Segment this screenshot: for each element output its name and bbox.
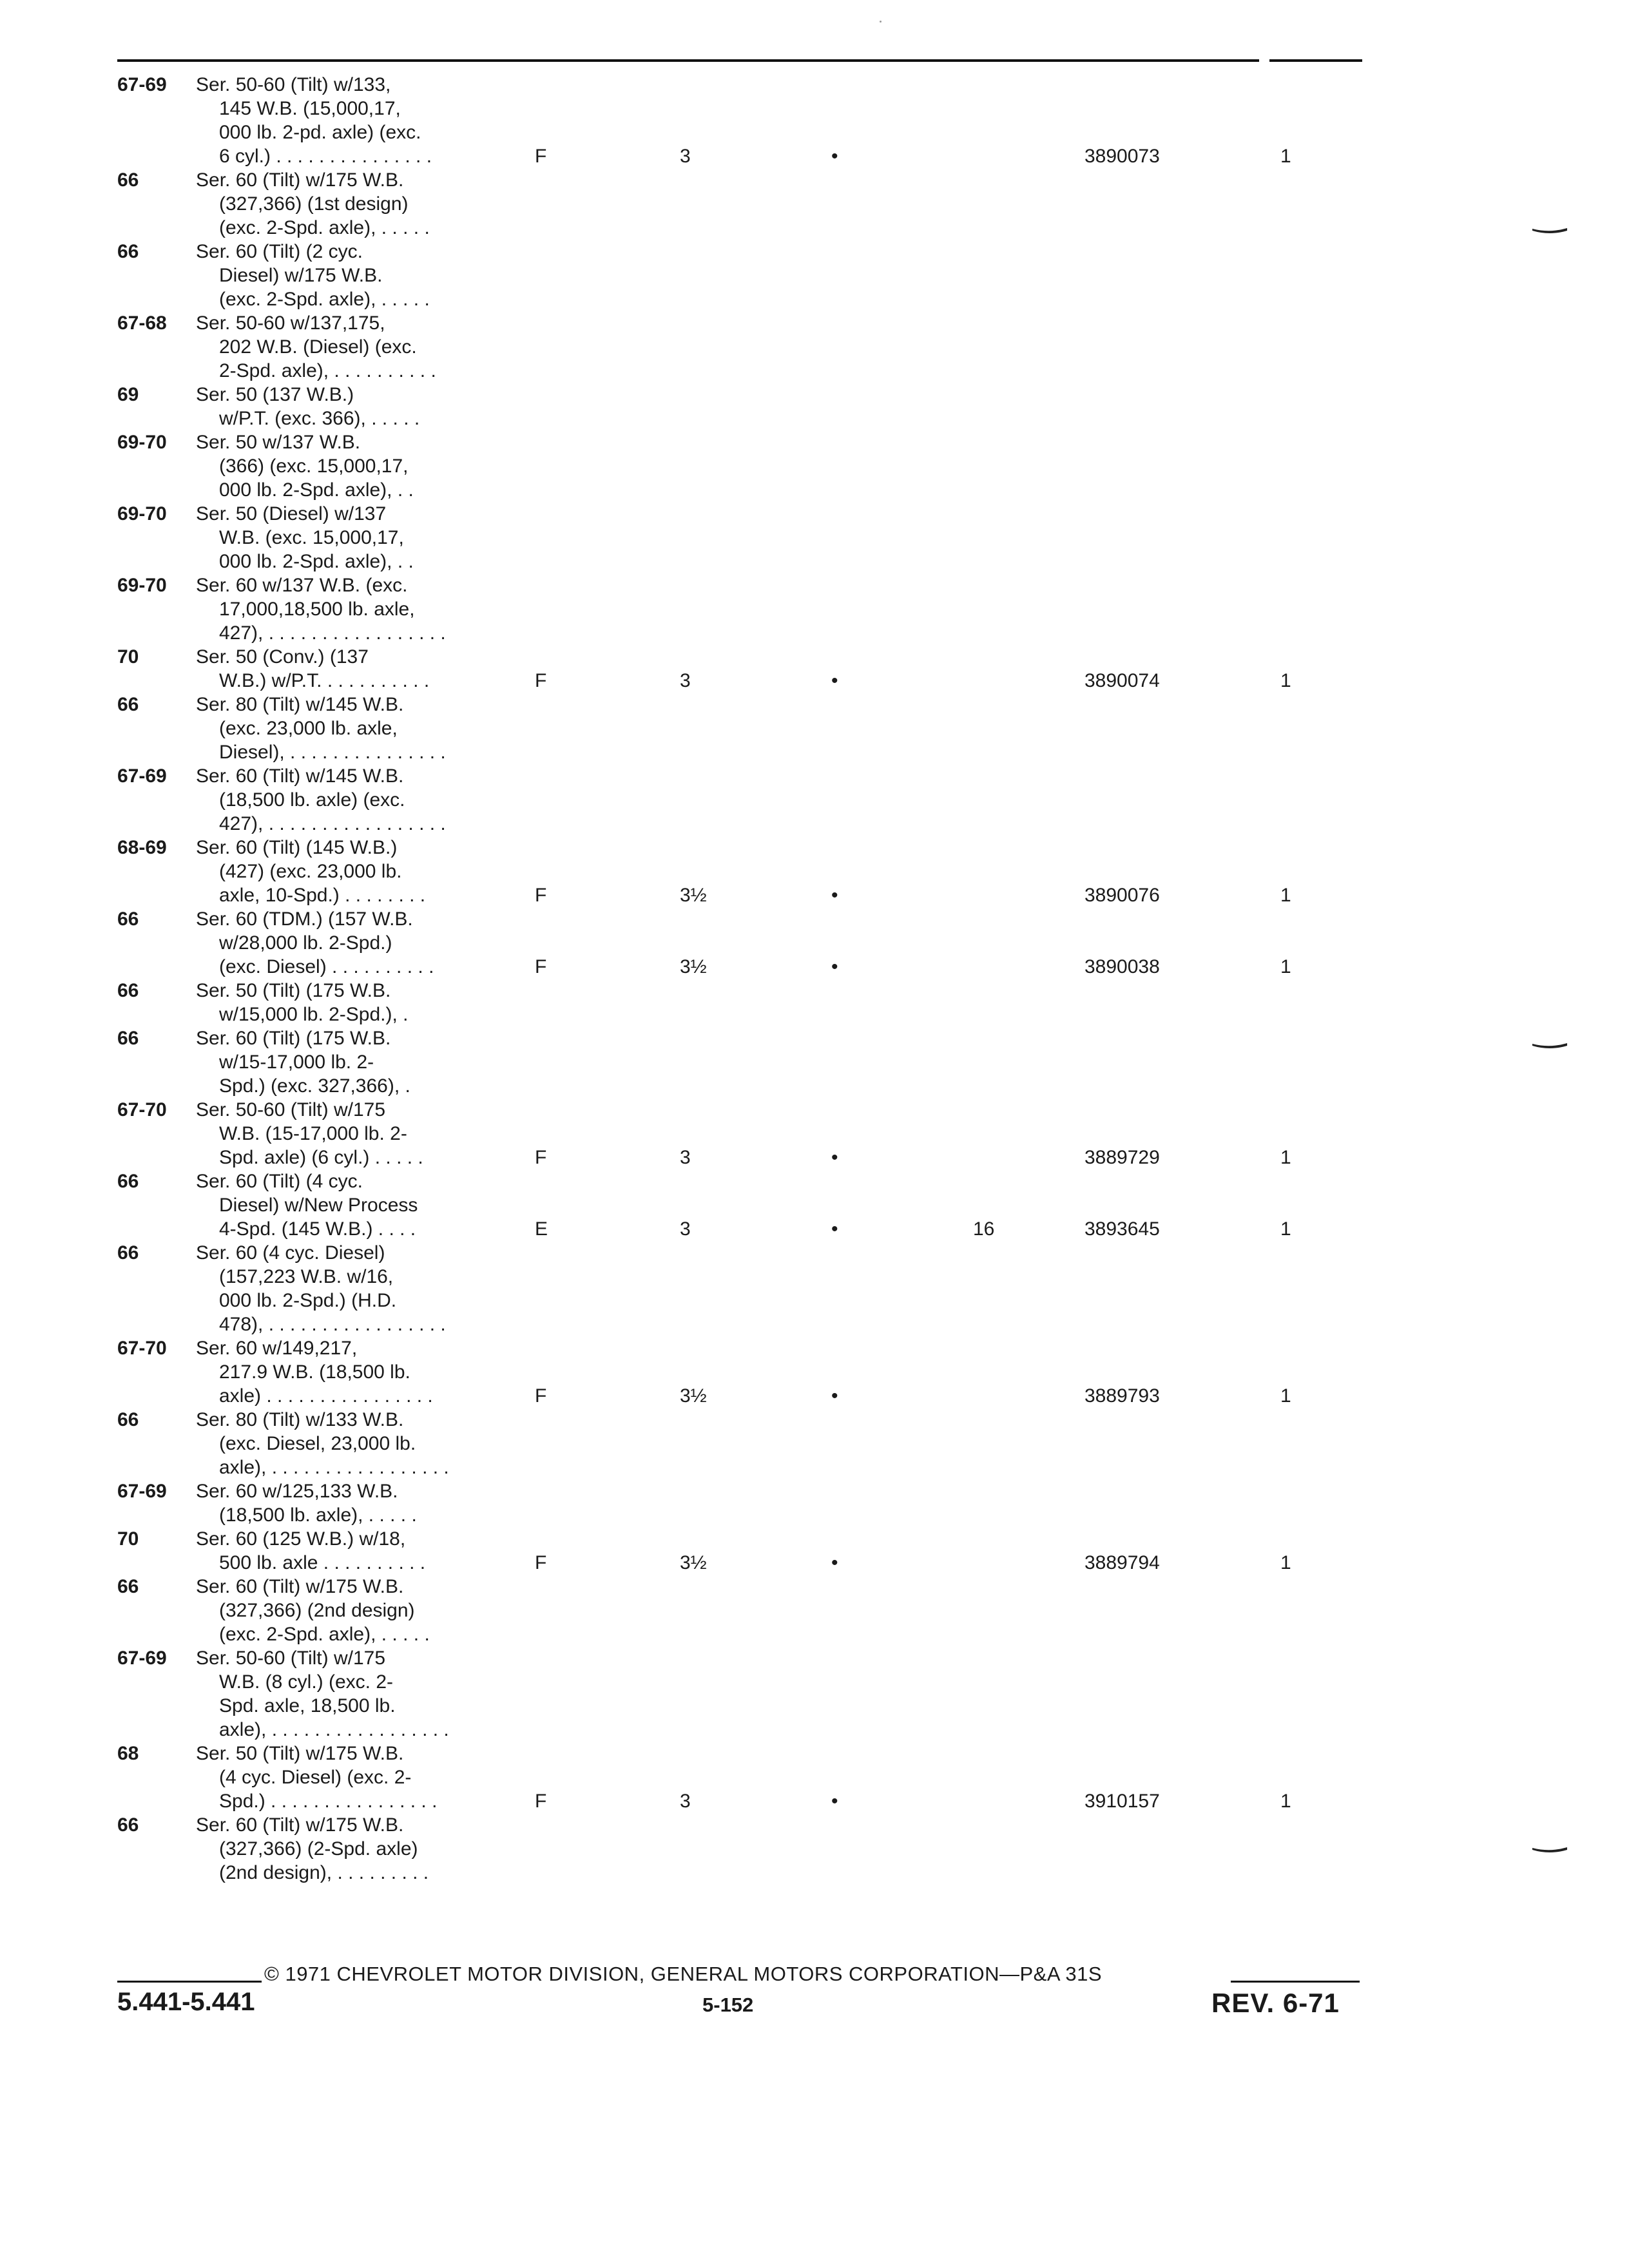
top-rule-short [1269,59,1362,62]
application-description [196,311,436,383]
part-number: 3910157 [1084,1791,1160,1812]
description-line: Diesel), . . . . . . . . . . . . . . . [219,742,446,763]
bullet-mark: • [831,885,838,906]
description-line: 000 lb. 2-pd. axle) (exc. [219,122,421,143]
quantity: 3½ [680,1385,707,1407]
description-line: 427), . . . . . . . . . . . . . . . . . [219,813,446,834]
description-line: Ser. 60 (125 W.B.) w/18, [196,1528,406,1550]
application-description [196,1098,423,1169]
description-line: Ser. 50-60 (Tilt) w/133, [196,74,391,95]
quantity: 3 [680,1218,691,1240]
application-description [196,430,414,502]
application-description [196,1742,437,1813]
application-description [196,1408,449,1479]
description-line: W.B. (exc. 15,000,17, [219,527,404,548]
scan-speck [880,21,882,23]
application-description [196,836,425,907]
quantity: 3 [680,1147,691,1168]
description-line: w/15-17,000 lb. 2- [219,1052,374,1073]
description-line: Ser. 60 w/137 W.B. (exc. [196,575,408,596]
model-year: 66 [117,694,139,715]
quantity: 3½ [680,956,707,977]
usage-code: F [535,956,547,977]
description-line: (157,223 W.B. w/16, [219,1266,394,1287]
application-description [196,502,414,573]
description-line: (exc. Diesel) . . . . . . . . . . [219,956,434,977]
revision-label: REV. 6-71 [1211,1988,1340,2018]
model-year: 66 [117,1409,139,1430]
application-description [196,1646,449,1742]
model-year: 68-69 [117,837,167,858]
part-number: 3890073 [1084,146,1160,167]
description-line: (exc. 2-Spd. axle), . . . . . [219,289,430,310]
model-year: 67-69 [117,1481,167,1502]
footer-rule-left [117,1981,262,1983]
application-description [196,979,409,1026]
bullet-mark: • [831,1791,838,1812]
description-line: 000 lb. 2-Spd.) (H.D. [219,1290,397,1311]
usage-code: F [535,1385,547,1407]
model-year: 66 [117,169,139,191]
description-line: Ser. 50 (Conv.) (137 [196,646,369,668]
description-line: Ser. 50-60 (Tilt) w/175 [196,1099,386,1120]
model-year: 66 [117,980,139,1001]
description-line: (18,500 lb. axle) (exc. [219,789,405,811]
part-number: 3889794 [1084,1552,1160,1573]
bullet-mark: • [831,956,838,977]
description-line: Diesel) w/175 W.B. [219,265,383,286]
part-number: 3890074 [1084,670,1160,691]
part-number: 3890076 [1084,885,1160,906]
description-line: 4-Spd. (145 W.B.) . . . . [219,1218,416,1240]
model-year: 70 [117,1528,139,1550]
description-line: (327,366) (1st design) [219,193,409,215]
description-line: 500 lb. axle . . . . . . . . . . [219,1552,426,1573]
description-line: Ser. 60 (Tilt) (2 cyc. [196,241,363,262]
description-line: axle), . . . . . . . . . . . . . . . . . [219,1719,449,1740]
model-year: 66 [117,1242,139,1264]
page-number: 5-152 [702,1994,754,2016]
bullet-mark: • [831,1385,838,1407]
application-description [196,383,419,430]
description-line: Spd.) . . . . . . . . . . . . . . . . [219,1791,438,1812]
quantity: 3 [680,146,691,167]
model-year: 66 [117,908,139,930]
quantity: 3½ [680,885,707,906]
description-line: Ser. 60 (Tilt) (145 W.B.) [196,837,398,858]
usage-code: F [535,1791,547,1812]
description-line: Ser. 60 (4 cyc. Diesel) [196,1242,385,1264]
description-line: (18,500 lb. axle), . . . . . [219,1504,417,1526]
application-description [196,1813,429,1885]
description-line: Ser. 60 (Tilt) (4 cyc. [196,1171,363,1192]
description-line: (327,366) (2-Spd. axle) [219,1838,418,1860]
quantity: 3½ [680,1552,707,1573]
description-line: (327,366) (2nd design) [219,1600,415,1621]
part-number: 3889729 [1084,1147,1160,1168]
description-line: (2nd design), . . . . . . . . . [219,1862,429,1883]
description-line: (4 cyc. Diesel) (exc. 2- [219,1767,412,1788]
top-rule [117,59,1259,62]
description-line: 000 lb. 2-Spd. axle), . . [219,551,414,572]
units-required: 1 [1280,146,1291,167]
model-year: 66 [117,1576,139,1597]
description-line: Ser. 50 w/137 W.B. [196,432,361,453]
application-description [196,573,446,645]
copyright-notice: © 1971 CHEVROLET MOTOR DIVISION, GENERAL MOTORS CORPORATION—P&A 31S [264,1963,1103,1985]
description-line: Ser. 60 (Tilt) w/145 W.B. [196,765,404,787]
units-required: 1 [1280,670,1291,691]
units-required: 1 [1280,1791,1291,1812]
application-description [196,1479,417,1527]
description-line: w/P.T. (exc. 366), . . . . . [219,408,420,429]
quantity: 3 [680,1791,691,1812]
model-year: 69-70 [117,503,167,524]
description-line: (exc. 23,000 lb. axle, [219,718,398,739]
bullet-mark: • [831,1218,838,1240]
application-description [196,1575,430,1646]
description-line: Spd. axle, 18,500 lb. [219,1695,396,1716]
part-number: 3890038 [1084,956,1160,977]
group-number: 16 [973,1218,995,1240]
margin-dash-mark [1532,227,1567,235]
usage-code: E [535,1218,548,1240]
description-line: Spd. axle) (6 cyl.) . . . . . [219,1147,423,1168]
description-line: (exc. Diesel, 23,000 lb. [219,1433,416,1454]
model-year: 67-68 [117,312,167,334]
application-description [196,907,434,979]
description-line: Ser. 50 (Tilt) (175 W.B. [196,980,391,1001]
application-description [196,168,430,240]
application-description [196,1169,418,1241]
part-number: 3893645 [1084,1218,1160,1240]
model-year: 66 [117,1171,139,1192]
description-line: Ser. 50 (Tilt) w/175 W.B. [196,1743,404,1764]
model-year: 68 [117,1743,139,1764]
description-line: Ser. 50 (Diesel) w/137 [196,503,387,524]
description-line: (427) (exc. 23,000 lb. [219,861,402,882]
application-description [196,1527,425,1575]
description-line: axle) . . . . . . . . . . . . . . . . [219,1385,433,1407]
description-line: w/28,000 lb. 2-Spd.) [219,932,392,954]
description-line: Ser. 60 (Tilt) w/175 W.B. [196,1576,404,1597]
description-line: 6 cyl.) . . . . . . . . . . . . . . . [219,146,432,167]
usage-code: F [535,1147,547,1168]
bullet-mark: • [831,146,838,167]
description-line: (366) (exc. 15,000,17, [219,456,409,477]
margin-dash-mark [1532,1846,1567,1854]
application-description [196,645,429,693]
application-description [196,1336,433,1408]
part-number: 3889793 [1084,1385,1160,1407]
description-line: 17,000,18,500 lb. axle, [219,599,415,620]
model-year: 67-70 [117,1099,167,1120]
description-line: 217.9 W.B. (18,500 lb. [219,1361,410,1383]
description-line: Ser. 80 (Tilt) w/145 W.B. [196,694,404,715]
description-line: Ser. 60 w/125,133 W.B. [196,1481,398,1502]
model-year: 69 [117,384,139,405]
usage-code: F [535,885,547,906]
description-line: 478), . . . . . . . . . . . . . . . . . [219,1314,446,1335]
description-line: 145 W.B. (15,000,17, [219,98,401,119]
usage-code: F [535,146,547,167]
description-line: Ser. 60 (Tilt) w/175 W.B. [196,169,404,191]
units-required: 1 [1280,1385,1291,1407]
description-line: Ser. 60 (TDM.) (157 W.B. [196,908,413,930]
units-required: 1 [1280,1147,1291,1168]
description-line: W.B. (8 cyl.) (exc. 2- [219,1671,394,1693]
units-required: 1 [1280,885,1291,906]
description-line: Ser. 50-60 (Tilt) w/175 [196,1648,386,1669]
description-line: Ser. 50 (137 W.B.) [196,384,354,405]
footer-rule-right [1231,1981,1360,1983]
application-description [196,73,432,168]
model-year: 67-69 [117,74,167,95]
model-year: 70 [117,646,139,668]
section-code: 5.441-5.441 [117,1988,255,2016]
description-line: 2-Spd. axle), . . . . . . . . . . [219,360,436,381]
description-line: w/15,000 lb. 2-Spd.), . [219,1004,409,1025]
usage-code: F [535,670,547,691]
model-year: 67-69 [117,1648,167,1669]
description-line: W.B.) w/P.T. . . . . . . . . . . [219,670,430,691]
description-line: Ser. 80 (Tilt) w/133 W.B. [196,1409,404,1430]
description-line: Spd.) (exc. 327,366), . [219,1075,410,1097]
description-line: axle, 10-Spd.) . . . . . . . . [219,885,426,906]
description-line: Ser. 60 w/149,217, [196,1338,358,1359]
description-line: (exc. 2-Spd. axle), . . . . . [219,217,430,238]
application-description [196,764,446,836]
bullet-mark: • [831,670,838,691]
model-year: 69-70 [117,432,167,453]
model-year: 66 [117,1028,139,1049]
usage-code: F [535,1552,547,1573]
units-required: 1 [1280,1218,1291,1240]
application-description [196,1026,410,1098]
model-year: 67-70 [117,1338,167,1359]
model-year: 66 [117,241,139,262]
application-description [196,240,430,311]
bullet-mark: • [831,1147,838,1168]
model-year: 66 [117,1814,139,1836]
description-line: Ser. 60 (Tilt) w/175 W.B. [196,1814,404,1836]
units-required: 1 [1280,1552,1291,1573]
description-line: W.B. (15-17,000 lb. 2- [219,1123,407,1144]
units-required: 1 [1280,956,1291,977]
description-line: 427), . . . . . . . . . . . . . . . . . [219,622,446,644]
description-line: 000 lb. 2-Spd. axle), . . [219,479,414,501]
bullet-mark: • [831,1552,838,1573]
description-line: Diesel) w/New Process [219,1195,418,1216]
model-year: 69-70 [117,575,167,596]
description-line: 202 W.B. (Diesel) (exc. [219,336,417,358]
description-line: (exc. 2-Spd. axle), . . . . . [219,1624,430,1645]
description-line: axle), . . . . . . . . . . . . . . . . . [219,1457,449,1478]
quantity: 3 [680,670,691,691]
description-line: Ser. 60 (Tilt) (175 W.B. [196,1028,391,1049]
model-year: 67-69 [117,765,167,787]
margin-dash-mark [1532,1042,1567,1050]
description-line: Ser. 50-60 w/137,175, [196,312,385,334]
application-description [196,1241,446,1336]
application-description [196,693,446,764]
